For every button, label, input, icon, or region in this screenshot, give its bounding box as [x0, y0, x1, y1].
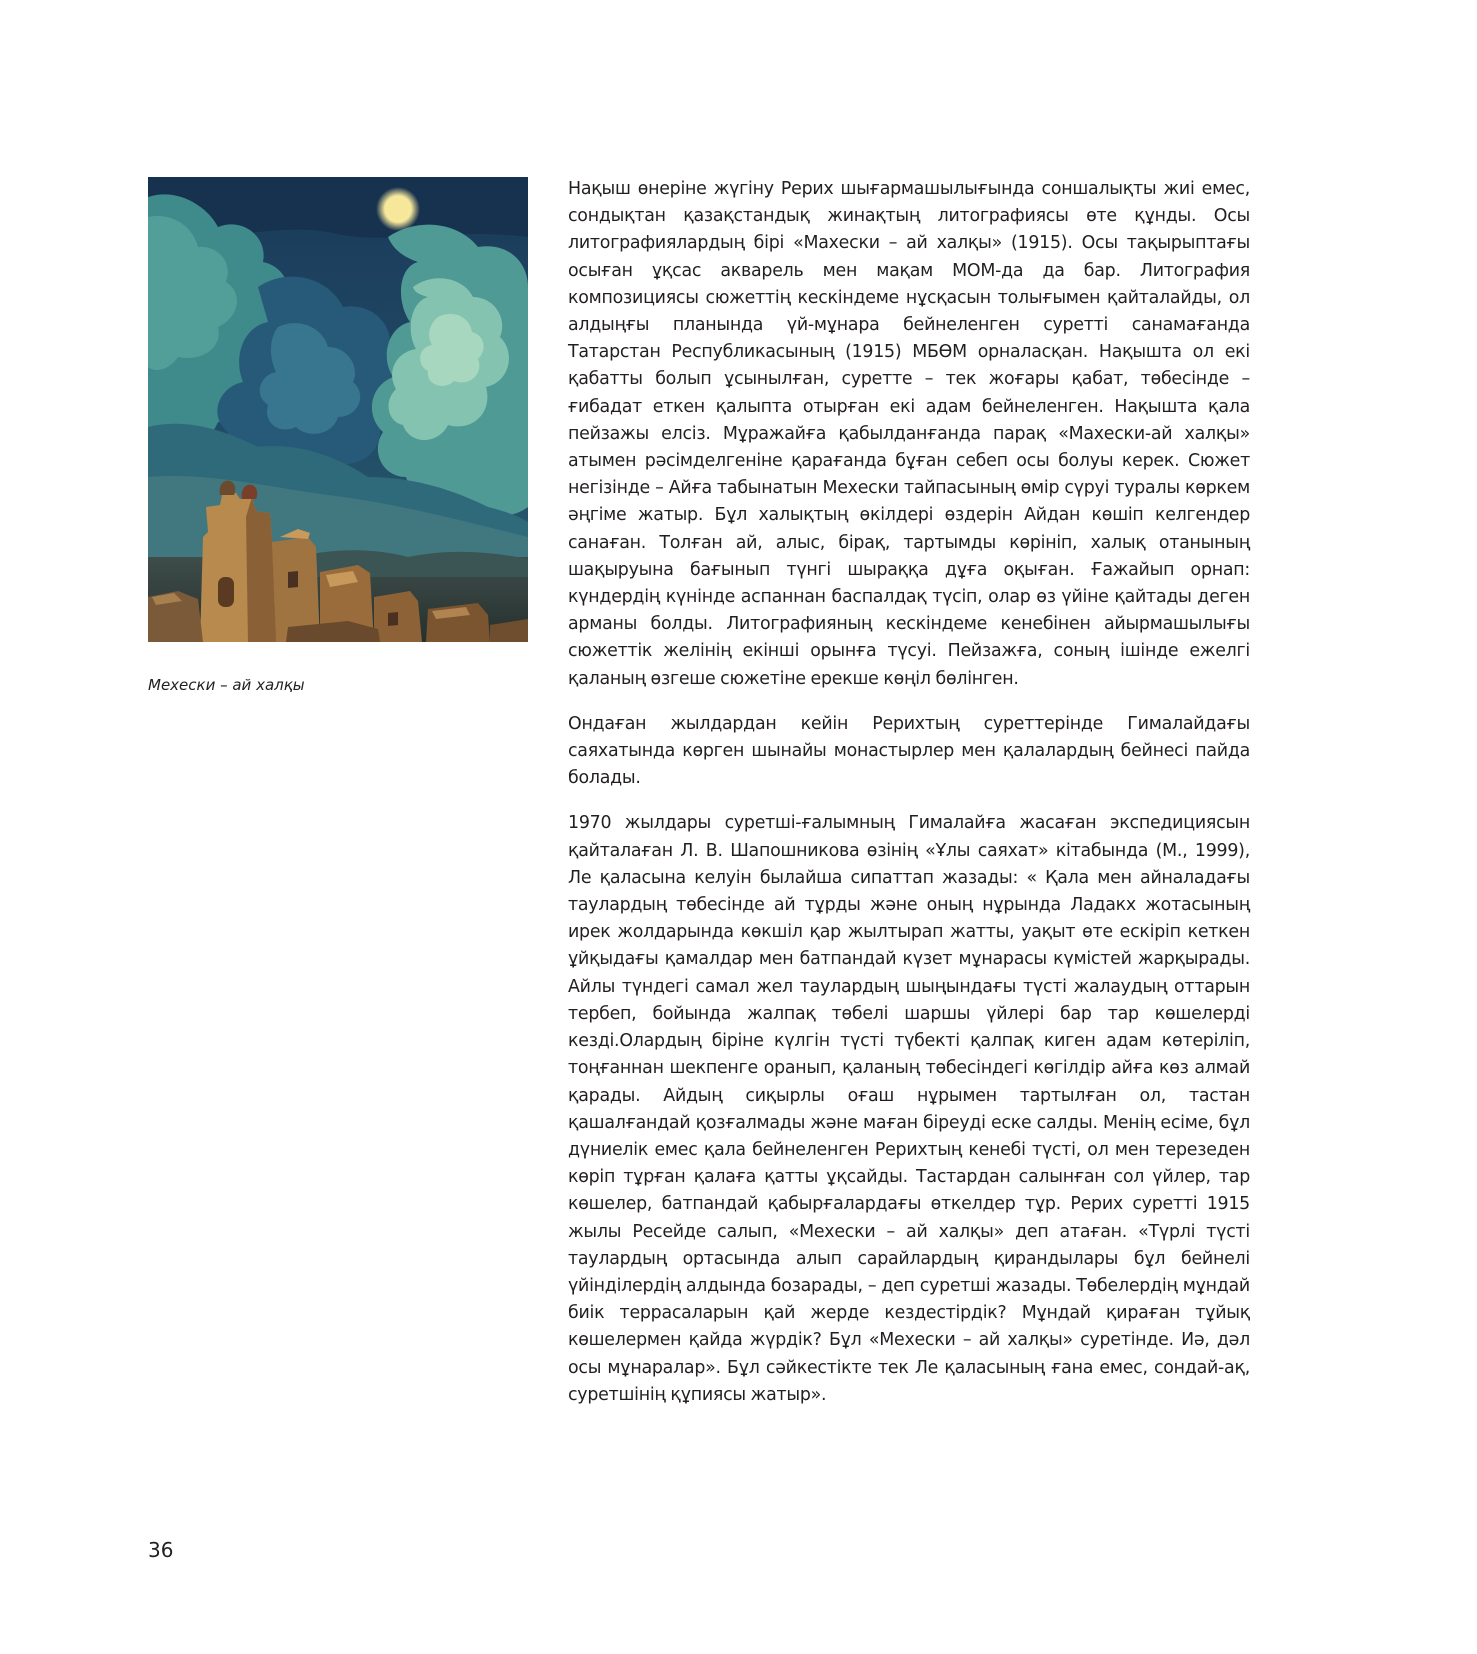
figure-caption: Мехески – ай халқы — [148, 676, 305, 694]
moon — [387, 198, 409, 220]
paragraph-2: Ондаған жылдардан кейін Рерихтың суреттерінде Гималайдағы саяхатында көрген шынайы монастырлер мен қалалардың бейнесі пайда болады. — [568, 713, 1250, 789]
ruin-window — [288, 571, 298, 588]
paragraph-1: Нақыш өнеріне жүгіну Рерих шығармашылығында соншалықты жиі емес, сондықтан қазақстандық жинақтың литографиясы өте құнды. Осы литографиялардың бірі «Махески – ай халқы» (1915). Осы тақырыптағы осыған ұқсас акварель мен мақам МОМ-да да бар. Литография композициясы сюжеттің кескіндеме нұсқасын толығымен қайталайды, ол алдыңғы планында үй-мұнара бейнеленген суретті санамағанда Татарстан Республикасының (1915) МБӨМ орналасқан. Нақышта ол екі қабатты болып ұсынылған, суретте – тек жоғары қабат, төбесінде – ғибадат еткен қалыпта отырған екі адам бейнеленген. Нақышта қала пейзажы елсіз. Мұражайға қабылданғанда парақ «Махески-ай халқы» атымен рәсімделгеніне қарағанда бұған себеп осы болуы керек. Сюжет негізінде – Айға табынатын Мехески тайпасының өмір сүруі туралы көркем әңгіме жатыр. Бұл халықтың өкілдері өздерін Айдан көшіп келгендер санаған. Толған ай, алыс, бірақ, тартымды көрініп, халық отанының шақыруына бағынып түнгі шыраққа дұға оқыған. Ғажайып орнап: күндердің күнінде аспаннан баспалдақ түсіп, олар өз үйіне қайтады деген арманы болды. Литографияның кескіндеме кенебінен айырмашылығы сюжеттік желінің екінші орынға түсуі. Пейзажға, соның ішінде ежелгі қаланың өзгеше сюжетіне ерекше көңіл бөлінген. — [568, 179, 1250, 689]
body-text — [568, 176, 1250, 1427]
paragraph-3: 1970 жылдары суретші-ғалымның Гималайға жасаған экспедициясын қайталаған Л. В. Шапошникова өзінің «Ұлы саяхат» кітабында (М., 1999), Ле қаласына келуін былайша сипаттап жазады: « Қала мен айналадағы таулардың төбесінде ай тұрды және оның нұрында Ладакх жотасының ирек жолдарында көкшіл қар жылтырап жатты, уақыт өте ескіріп кеткен ұйқыдағы қамалдар мен батпандай күзет мұнарасы күмістей жарқырады. Айлы түндегі самал жел таулардың шыңындағы түсті жалаудың оттарын тербеп, бойында жалпақ төбелі шаршы үйлері бар тар көшелерді кезді.Олардың біріне күлгін түсті түбекті қалпақ киген адам көтеріліп, тоңғаннан шекпенге оранып, қаланың төбесіндегі көгілдір айға көз алмай қарады. Айдың сиқырлы оғаш нұрымен тартылған ол, тастан қашалғандай қозғалмады және маған біреуді еске салды. Менің есіме, бұл дүниелік емес қала бейнеленген Рерихтың кенебі түсті, ол мен терезеден көріп тұрған қалаға қатты ұқсайды. Тастардан салынған сол үйлер, тар көшелер, батпандай қабырғалардағы өткелдер тұр. Рерих суретті 1915 жылы Ресейде салып, «Мехески – ай халқы» деп атаған. «Түрлі түсті таулардың ортасында алып сарайлардың қирандылары бұл бейнелі үйінділердің алдында бозарады, – деп суретші жазады. Төбелердің мұндай биік террасаларын қай жерде кездестірдік? Мұндай қираған тұйық көшелермен қайда жүрдік? Бұл «Мехески – ай халқы» суретінде. Иә, дәл осы мұнаралар». Бұл сәйкестікте тек Ле қаласының ғана емес, сондай-ақ, суретшінің құпиясы жатыр». — [568, 813, 1250, 1405]
fortress-door — [218, 577, 234, 607]
page-number: 36 — [148, 1538, 174, 1562]
painting-illustration — [148, 177, 528, 642]
ruin-window-2 — [388, 612, 398, 626]
painting-moon-clouds-fortress-icon — [148, 177, 528, 642]
